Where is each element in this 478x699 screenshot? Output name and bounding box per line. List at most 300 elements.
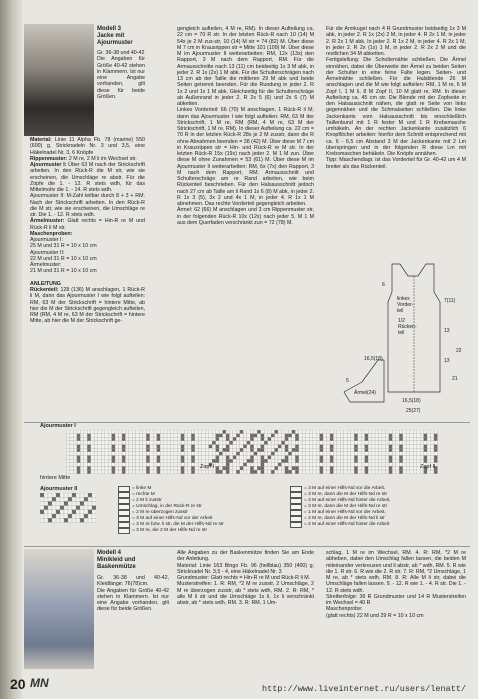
chart-cell: [389, 434, 392, 438]
chart-cell: [139, 452, 142, 456]
chart-cell: [167, 455, 170, 459]
chart-cell: [153, 437, 156, 441]
chart-cell: [68, 501, 72, 505]
chart-cell: [98, 470, 101, 474]
chart-cell: [40, 497, 44, 501]
chart-cell: [68, 510, 72, 514]
chart-cell: [275, 430, 278, 434]
chart-legend-right: [290, 486, 468, 528]
chart-cell: [67, 445, 70, 449]
chart-cell: [98, 437, 101, 441]
chart-cell: [171, 434, 174, 438]
chart-cell: [271, 463, 274, 467]
chart-cell: [382, 459, 385, 463]
chart-cell: [240, 455, 243, 459]
chart-cell: [219, 452, 222, 456]
chart-cell: [243, 434, 246, 438]
chart-cell: [313, 437, 316, 441]
chart-cell: [76, 514, 80, 518]
chart-cell: [132, 448, 135, 452]
chart-cell: [264, 463, 267, 467]
chart-cell: [164, 463, 167, 467]
chart-cell: [368, 455, 371, 459]
chart-cell: [413, 434, 416, 438]
chart-cell: [406, 470, 409, 474]
chart-cell: [129, 470, 132, 474]
chart-cell: [136, 437, 139, 441]
chart-cell: [372, 466, 375, 470]
chart-cell: [358, 459, 361, 463]
chart-cell: [167, 459, 170, 463]
chart-cell: [84, 445, 87, 449]
chart-cell: [184, 441, 187, 445]
chart-cell: [261, 466, 264, 470]
chart-cell: [243, 452, 246, 456]
legend-label: = 3 M re bzw. li str, die M der Hilfs-Nd re str: [132, 522, 224, 527]
chart-cell: [344, 455, 347, 459]
chart-cell: [146, 448, 149, 452]
chart-cell: [268, 463, 271, 467]
chart-cell: [87, 466, 90, 470]
chart-cell: [354, 430, 357, 434]
chart-cell: [403, 459, 406, 463]
legend-symbol-icon: [290, 522, 302, 528]
chart-cell: [181, 463, 184, 467]
text-run: ANLEITUNG: [30, 280, 61, 287]
chart-cell: [88, 501, 92, 505]
chart-cell: [150, 455, 153, 459]
chart-cell: [264, 466, 267, 470]
chart-cell: [295, 448, 298, 452]
chart-cell: [392, 445, 395, 449]
text-run: Ärmelmuster:: [30, 218, 65, 225]
chart-cell: [281, 445, 284, 449]
chart-cell: [358, 441, 361, 445]
chart-cell: [434, 455, 437, 459]
chart-cell: [268, 448, 271, 452]
chart-cell: [306, 470, 309, 474]
chart-cell: [379, 466, 382, 470]
chart-cell: [358, 463, 361, 467]
chart-cell: [98, 452, 101, 456]
chart-cell: [344, 437, 347, 441]
chart-cell: [344, 430, 347, 434]
chart-cell: [129, 455, 132, 459]
chart-cell: [379, 445, 382, 449]
chart-cell: [410, 463, 413, 467]
chart-cell: [379, 459, 382, 463]
chart-cell: [413, 445, 416, 449]
chart-cell: [174, 430, 177, 434]
chart-cell: [98, 466, 101, 470]
chart-cell: [205, 441, 208, 445]
chart-cell: [243, 470, 246, 474]
chart-cell: [330, 441, 333, 445]
chart-cell: [136, 445, 139, 449]
chart-cell: [250, 452, 253, 456]
chart-cell: [105, 430, 108, 434]
chart-cell: [250, 441, 253, 445]
chart-cell: [236, 452, 239, 456]
chart-cell: [84, 510, 88, 514]
chart-cell: [340, 441, 343, 445]
chart-cell: [188, 466, 191, 470]
chart-cell: [216, 466, 219, 470]
chart-cell: [70, 448, 73, 452]
chart-cell: [226, 455, 229, 459]
chart-cell: [236, 430, 239, 434]
chart-cell: [281, 466, 284, 470]
chart-cell: [223, 430, 226, 434]
chart-cell: [358, 448, 361, 452]
chart-cell: [105, 470, 108, 474]
chart-cell: [122, 441, 125, 445]
chart-cell: [320, 448, 323, 452]
chart-cell: [105, 459, 108, 463]
model4-instructions-col2: [177, 550, 314, 675]
chart-cell: [257, 437, 260, 441]
chart-cell: [119, 441, 122, 445]
chart-cell: [340, 448, 343, 452]
chart-cell: [223, 455, 226, 459]
chart-cell: [67, 441, 70, 445]
chart-cell: [382, 452, 385, 456]
chart-cell: [139, 463, 142, 467]
chart-cell: [87, 455, 90, 459]
chart-cell: [129, 445, 132, 449]
schematic-measure-label: 16,5(18): [364, 356, 383, 362]
chart-cell: [164, 455, 167, 459]
chart-cell: [354, 455, 357, 459]
chart-cell: [351, 466, 354, 470]
chart-cell: [177, 430, 180, 434]
chart-cell: [323, 437, 326, 441]
text-run: Ajourmuster I:: [30, 162, 67, 168]
chart-cell: [406, 459, 409, 463]
chart-cell: [278, 466, 281, 470]
chart-cell: [403, 434, 406, 438]
chart-cell: [171, 463, 174, 467]
chart-cell: [299, 430, 302, 434]
chart-cell: [84, 448, 87, 452]
chart-cell: [347, 448, 350, 452]
chart-cell: [188, 434, 191, 438]
chart-cell: [264, 434, 267, 438]
chart-cell: [40, 510, 44, 514]
chart-cell: [337, 452, 340, 456]
chart-cell: [379, 463, 382, 467]
chart-cell: [417, 441, 420, 445]
chart-cell: [372, 434, 375, 438]
chart-cell: [60, 506, 64, 510]
chart-cell: [392, 434, 395, 438]
chart-cell: [91, 459, 94, 463]
chart-cell: [295, 459, 298, 463]
chart-cell: [229, 459, 232, 463]
chart-cell: [177, 441, 180, 445]
chart-cell: [309, 437, 312, 441]
chart-cell: [129, 430, 132, 434]
chart-cell: [77, 455, 80, 459]
chart-cell: [181, 445, 184, 449]
chart-cell: [261, 463, 264, 467]
chart-cell: [209, 452, 212, 456]
chart-cell: [337, 434, 340, 438]
chart-cell: [112, 437, 115, 441]
chart-cell: [431, 459, 434, 463]
chart-cell: [236, 463, 239, 467]
chart-cell: [347, 441, 350, 445]
chart-cell: [91, 434, 94, 438]
chart-cell: [295, 441, 298, 445]
chart-cell: [354, 441, 357, 445]
chart-cell: [233, 470, 236, 474]
chart-cell: [240, 459, 243, 463]
chart-cell: [191, 437, 194, 441]
chart-cell: [240, 430, 243, 434]
chart-cell: [396, 470, 399, 474]
chart-cell: [174, 448, 177, 452]
chart-cell: [254, 441, 257, 445]
chart-cell: [136, 441, 139, 445]
chart-cell: [48, 510, 52, 514]
chart-cell: [136, 455, 139, 459]
chart-cell: [205, 445, 208, 449]
chart-cell: [417, 452, 420, 456]
chart-cell: [389, 459, 392, 463]
chart-cell: [80, 445, 83, 449]
chart-cell: [379, 455, 382, 459]
chart-cell: [417, 445, 420, 449]
chart-cell: [254, 466, 257, 470]
chart-cell: [261, 459, 264, 463]
chart-cell: [306, 466, 309, 470]
chart-cell: [247, 466, 250, 470]
chart-cell: [129, 459, 132, 463]
chart-cell: [233, 445, 236, 449]
chart-cell: [216, 445, 219, 449]
chart-cell: [347, 455, 350, 459]
chart-cell: [160, 455, 163, 459]
chart-cell: [372, 448, 375, 452]
chart-cell: [40, 506, 44, 510]
chart-cell: [431, 448, 434, 452]
chart-cell: [191, 441, 194, 445]
chart-cell: [223, 459, 226, 463]
chart-cell: [420, 445, 423, 449]
chart-cell: [67, 455, 70, 459]
chart-cell: [88, 506, 92, 510]
chart-cell: [372, 459, 375, 463]
chart-cell: [406, 463, 409, 467]
chart-cell: [153, 441, 156, 445]
chart-cell: [122, 434, 125, 438]
knitting-chart-ajour1: [38, 430, 466, 482]
chart-cell: [188, 455, 191, 459]
chart-cell: [143, 470, 146, 474]
chart-cell: [250, 470, 253, 474]
chart-cell: [202, 452, 205, 456]
chart-cell: [105, 448, 108, 452]
chart-cell: [354, 448, 357, 452]
chart-cell: [198, 448, 201, 452]
chart-cell: [171, 441, 174, 445]
chart-cell: [254, 430, 257, 434]
chart-cell: [420, 452, 423, 456]
chart-cell: [382, 434, 385, 438]
chart-cell: [420, 455, 423, 459]
chart-cell: [209, 455, 212, 459]
chart-cell: [250, 430, 253, 434]
chart-cell: [288, 452, 291, 456]
chart-cell: [275, 434, 278, 438]
chart-cell: [306, 448, 309, 452]
chart-cell: [101, 463, 104, 467]
chart-cell: [247, 441, 250, 445]
chart-cell: [333, 430, 336, 434]
chart-cell: [139, 441, 142, 445]
chart-cell: [108, 452, 111, 456]
chart-cell: [417, 455, 420, 459]
chart-cell: [379, 470, 382, 474]
model4-intro: Die Angaben für Größe 40-42 stehen in Klammern. Ist nur eine Angabe vorhanden, gilt diese für beide Größen.: [97, 587, 169, 613]
chart-cell: [177, 448, 180, 452]
chart-cell: [139, 430, 142, 434]
chart-cell: [101, 466, 104, 470]
chart-cell: [354, 452, 357, 456]
chart-cell: [368, 463, 371, 467]
chart-cell: [181, 437, 184, 441]
chart-cell: [92, 501, 96, 505]
chart-cell: [340, 452, 343, 456]
chart-cell: [184, 452, 187, 456]
chart-cell: [285, 452, 288, 456]
chart-cell: [385, 459, 388, 463]
chart-cell: [91, 463, 94, 467]
chart-cell: [56, 501, 60, 505]
chart-cell: [410, 459, 413, 463]
chart-cell: [275, 448, 278, 452]
chart-cell: [281, 441, 284, 445]
chart-cell: [233, 434, 236, 438]
chart-cell: [84, 441, 87, 445]
chart-cell: [396, 466, 399, 470]
chart-cell: [375, 452, 378, 456]
chart-cell: [67, 437, 70, 441]
chart-cell: [150, 430, 153, 434]
chart-cell: [361, 463, 364, 467]
chart-cell: [181, 470, 184, 474]
chart-cell: [264, 441, 267, 445]
chart-cell: [80, 506, 84, 510]
chart-cell: [254, 434, 257, 438]
chart-cell: [77, 452, 80, 456]
chart-cell: [330, 445, 333, 449]
chart-cell: [112, 441, 115, 445]
chart-cell: [84, 434, 87, 438]
chart-cell: [333, 437, 336, 441]
chart-cell: [275, 445, 278, 449]
chart-cell: [195, 434, 198, 438]
chart-cell: [365, 434, 368, 438]
chart-cell: [157, 452, 160, 456]
chart-cell: [392, 470, 395, 474]
text-run: 21 M und 31 R = 10 x 10 cm: [30, 268, 97, 275]
chart-cell: [399, 445, 402, 449]
chart-cell: [288, 455, 291, 459]
chart-cell: [392, 448, 395, 452]
chart-cell: [372, 452, 375, 456]
chart-cell: [64, 501, 68, 505]
chart-cell: [44, 497, 48, 501]
chart-cell: [337, 441, 340, 445]
schematic-measure-label: 1/2: [398, 318, 405, 324]
chart-cell: [410, 430, 413, 434]
chart-cell: [320, 441, 323, 445]
chart-cell: [358, 437, 361, 441]
chart-cell: [382, 437, 385, 441]
chart-cell: [389, 463, 392, 467]
chart-cell: [226, 434, 229, 438]
chart-cell: [344, 445, 347, 449]
chart-cell: [399, 437, 402, 441]
watermark-url: http://www.liveinternet.ru/users/lenatt/: [262, 684, 467, 694]
chart-cell: [243, 448, 246, 452]
chart-cell: [288, 459, 291, 463]
chart-cell: [358, 466, 361, 470]
chart-cell: [219, 459, 222, 463]
chart-cell: [257, 445, 260, 449]
chart-cell: [205, 448, 208, 452]
chart-cell: [361, 437, 364, 441]
chart-cell: [101, 452, 104, 456]
chart-cell: [302, 459, 305, 463]
chart-cell: [70, 459, 73, 463]
chart-cell: [257, 463, 260, 467]
chart-cell: [410, 437, 413, 441]
chart-cell: [299, 455, 302, 459]
chart-cell: [136, 463, 139, 467]
chart-cell: [105, 463, 108, 467]
chart-cell: [281, 452, 284, 456]
chart-cell: [167, 448, 170, 452]
chart-cell: [188, 470, 191, 474]
chart-cell: [115, 434, 118, 438]
chart-cell: [372, 445, 375, 449]
chart-cell: [94, 430, 97, 434]
divider-model4: [24, 546, 470, 547]
chart-cell: [216, 430, 219, 434]
chart-zopf2-label: Zopf II: [420, 464, 436, 470]
chart-cell: [143, 452, 146, 456]
chart-cell: [281, 470, 284, 474]
chart-cell: [299, 441, 302, 445]
chart-cell: [198, 452, 201, 456]
chart-cell: [268, 455, 271, 459]
chart-cell: [98, 434, 101, 438]
chart-cell: [292, 452, 295, 456]
chart-cell: [70, 441, 73, 445]
chart-cell: [275, 437, 278, 441]
chart-cell: [299, 459, 302, 463]
chart-cell: [191, 459, 194, 463]
chart-cell: [226, 452, 229, 456]
chart-cell: [236, 441, 239, 445]
chart-cell: [209, 437, 212, 441]
chart-cell: [337, 448, 340, 452]
chart-cell: [171, 430, 174, 434]
chart-cell: [125, 455, 128, 459]
